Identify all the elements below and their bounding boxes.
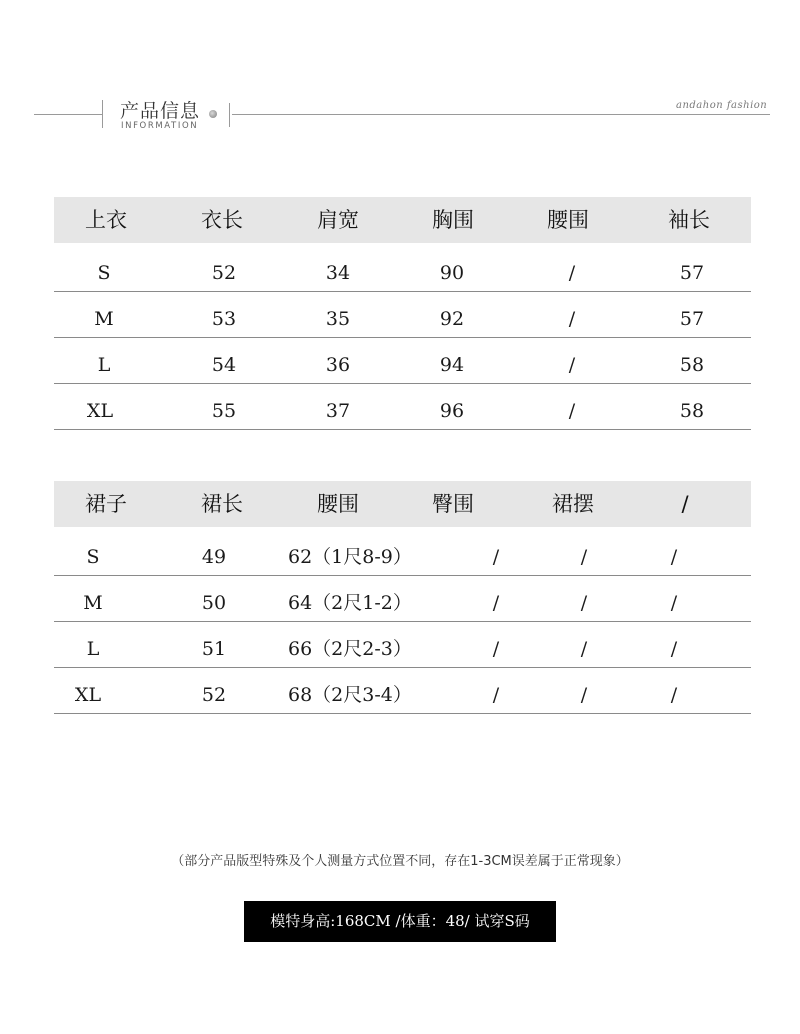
shoulder-cell: 37 <box>325 400 351 422</box>
extra-cell: / <box>670 546 678 568</box>
waist-cell: 64（2尺1-2） <box>288 592 412 614</box>
hip-cell: / <box>492 546 500 568</box>
table-header-row <box>54 197 751 243</box>
waist-cell: / <box>568 354 576 376</box>
size-cell: M <box>94 308 114 330</box>
hip-cell: / <box>492 638 500 660</box>
header-cell-shoulder: 肩宽 <box>317 208 359 232</box>
sleeve-cell: 57 <box>679 262 705 284</box>
header-cell-skirt-length: 裙长 <box>201 492 243 516</box>
hem-cell: / <box>580 592 588 614</box>
length-cell: 54 <box>211 354 237 376</box>
top-size-table <box>54 197 751 430</box>
header-cell-hip: 臀围 <box>432 492 474 516</box>
size-cell: XL <box>86 400 114 422</box>
skirt-length-cell: 52 <box>201 684 227 706</box>
header-cell-item: 裙子 <box>85 492 127 516</box>
skirt-length-cell: 50 <box>201 592 227 614</box>
header-cell-item: 上衣 <box>85 208 127 232</box>
header-cell-hem: 裙摆 <box>552 492 594 516</box>
model-info-badge: 模特身高:168CM /体重：48/ 试穿S码 <box>244 901 556 942</box>
size-cell: L <box>97 354 111 376</box>
extra-cell: / <box>670 592 678 614</box>
table-row <box>54 576 751 622</box>
sleeve-cell: 58 <box>679 354 705 376</box>
waist-cell: 68（2尺3-4） <box>288 684 412 706</box>
header-bracket-left <box>102 100 103 128</box>
hem-cell: / <box>580 546 588 568</box>
length-cell: 53 <box>211 308 237 330</box>
header-rule-left <box>34 114 102 115</box>
chest-cell: 92 <box>439 308 465 330</box>
section-subtitle: INFORMATION <box>121 121 199 131</box>
section-title: 产品信息 <box>120 100 201 122</box>
chest-cell: 96 <box>439 400 465 422</box>
skirt-size-table <box>54 481 751 714</box>
measurement-note: （部分产品版型特殊及个人测量方式位置不同，存在1-3CM误差属于正常现象） <box>171 854 629 869</box>
size-cell: S <box>86 546 100 568</box>
header-cell-sleeve: 袖长 <box>668 208 710 232</box>
size-cell: XL <box>74 684 102 706</box>
extra-cell: / <box>670 638 678 660</box>
size-cell: L <box>86 638 100 660</box>
header-cell-waist: 腰围 <box>547 208 589 232</box>
extra-cell: / <box>670 684 678 706</box>
waist-cell: 62（1尺8-9） <box>288 546 412 568</box>
chest-cell: 94 <box>439 354 465 376</box>
header-cell-empty: / <box>681 492 689 516</box>
table-row <box>54 292 751 338</box>
header-cell-length: 衣长 <box>201 208 243 232</box>
brand-wordmark: andahon fashion <box>676 100 768 111</box>
table-header-row <box>54 481 751 527</box>
hem-cell: / <box>580 684 588 706</box>
skirt-length-cell: 51 <box>201 638 227 660</box>
size-cell: M <box>83 592 103 614</box>
header-cell-waist: 腰围 <box>317 492 359 516</box>
length-cell: 55 <box>211 400 237 422</box>
table-row <box>54 530 751 576</box>
header-cell-chest: 胸围 <box>432 208 474 232</box>
shoulder-cell: 35 <box>325 308 351 330</box>
waist-cell: 66（2尺2-3） <box>288 638 412 660</box>
hem-cell: / <box>580 638 588 660</box>
header-rule-right <box>232 114 770 115</box>
waist-cell: / <box>568 308 576 330</box>
header-dot-icon <box>209 110 217 118</box>
skirt-length-cell: 49 <box>201 546 227 568</box>
hip-cell: / <box>492 684 500 706</box>
sleeve-cell: 57 <box>679 308 705 330</box>
table-row <box>54 668 751 714</box>
table-row <box>54 384 751 430</box>
waist-cell: / <box>568 262 576 284</box>
waist-cell: / <box>568 400 576 422</box>
table-row <box>54 622 751 668</box>
table-row <box>54 338 751 384</box>
header-bracket-right <box>229 103 230 127</box>
table-row <box>54 246 751 292</box>
shoulder-cell: 34 <box>325 262 351 284</box>
length-cell: 52 <box>211 262 237 284</box>
hip-cell: / <box>492 592 500 614</box>
size-cell: S <box>97 262 111 284</box>
sleeve-cell: 58 <box>679 400 705 422</box>
chest-cell: 90 <box>439 262 465 284</box>
shoulder-cell: 36 <box>325 354 351 376</box>
